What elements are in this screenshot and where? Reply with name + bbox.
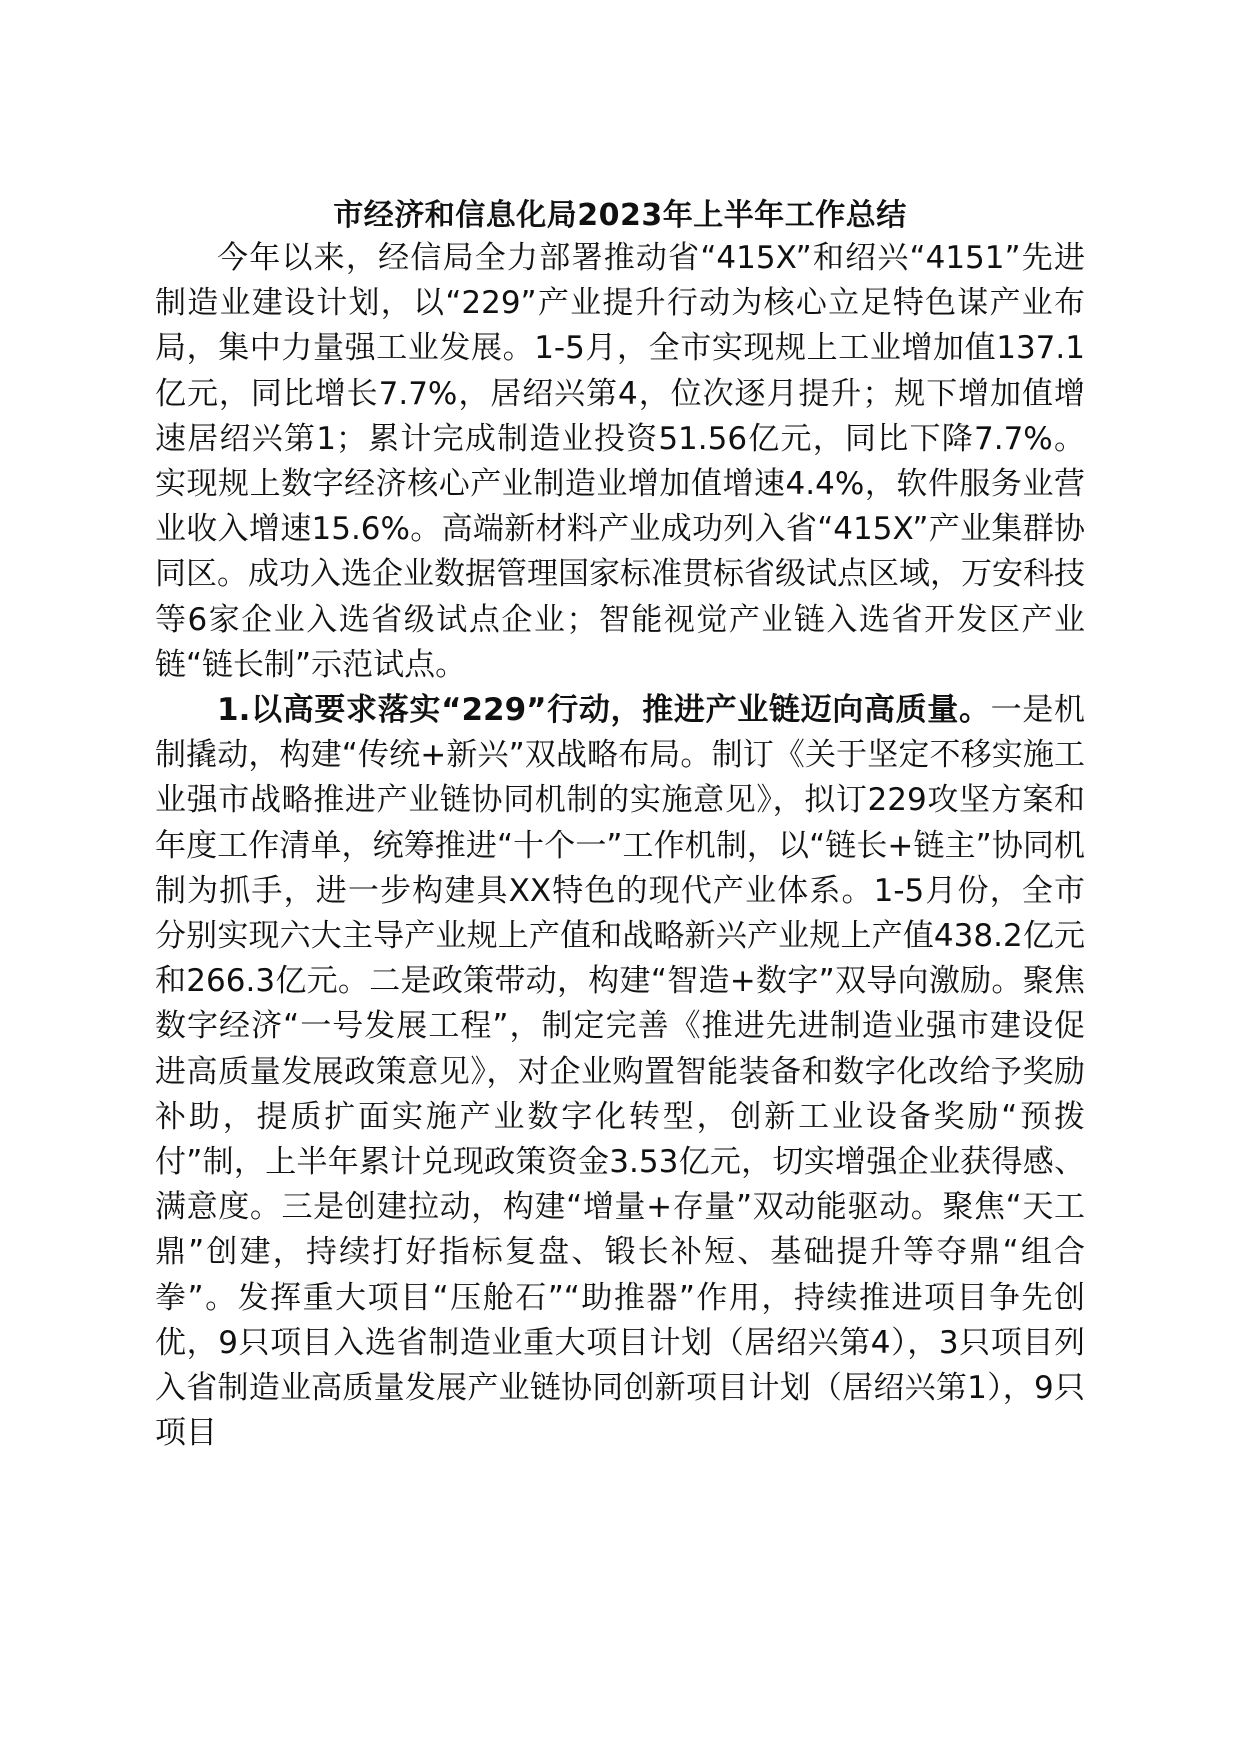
section-1-heading: 1.以高要求落实“229”行动，推进产业链迈向高质量。 bbox=[217, 692, 991, 729]
document-body bbox=[155, 196, 1085, 1456]
intro-paragraph: 今年以来，经信局全力部署推动省“415X”和绍兴“4151”先进制造业建设计划，以“229”产业提升行动为核心立足特色谋产业布局，集中力量强工业发展。1-5月，全市实现规上工业增加值137.1亿元，同比增长7.7%，居绍兴第4，位次逐月提升；规下增加值增速居绍兴第1；累计完成制造业投资51.56亿元，同比下降7.7%。实现规上数字经济核心产业制造业增加值增速4.4%，软件服务业营业收入增速15.6%。高端新材料产业成功列入省“415X”产业集群协同区。成功入选企业数据管理国家标准贯标省级试点区域，万安科技等6家企业入选省级试点企业；智能视觉产业链入选省开发区产业链“链长制”示范试点。 bbox=[155, 240, 1085, 683]
document-title: 市经济和信息化局2023年上半年工作总结 bbox=[333, 198, 907, 233]
section-1-paragraph bbox=[155, 688, 1085, 1456]
section-1-body: 一是机制撬动，构建“传统+新兴”双战略布局。制订《关于坚定不移实施工业强市战略推进产业链协同机制的实施意见》，拟订229攻坚方案和年度工作清单，统筹推进“十个一”工作机制，以“链长+链主”协同机制为抓手，进一步构建具XX特色的现代产业体系。1-5月份，全市分别实现六大主导产业规上产值和战略新兴产业规上产值438.2亿元和266.3亿元。二是政策带动，构建“智造+数字”双导向激励。聚焦数字经济“一号发展工程”，制定完善《推进先进制造业强市建设促进高质量发展政策意见》，对企业购置智能装备和数字化改给予奖励补助，提质扩面实施产业数字化转型，创新工业设备奖励“预拨付”制，上半年累计兑现政策资金3.53亿元，切实增强企业获得感、满意度。三是创建拉动，构建“增量+存量”双动能驱动。聚焦“天工鼎”创建，持续打好指标复盘、锻长补短、基础提升等夺鼎“组合拳”。发挥重大项目“压舱石”“助推器”作用，持续推进项目争先创优，9只项目入选省制造业重大项目计划（居绍兴第4），3只项目列入省制造业高质量发展产业链协同创新项目计划（居绍兴第1），9只项目 bbox=[155, 692, 1085, 1452]
